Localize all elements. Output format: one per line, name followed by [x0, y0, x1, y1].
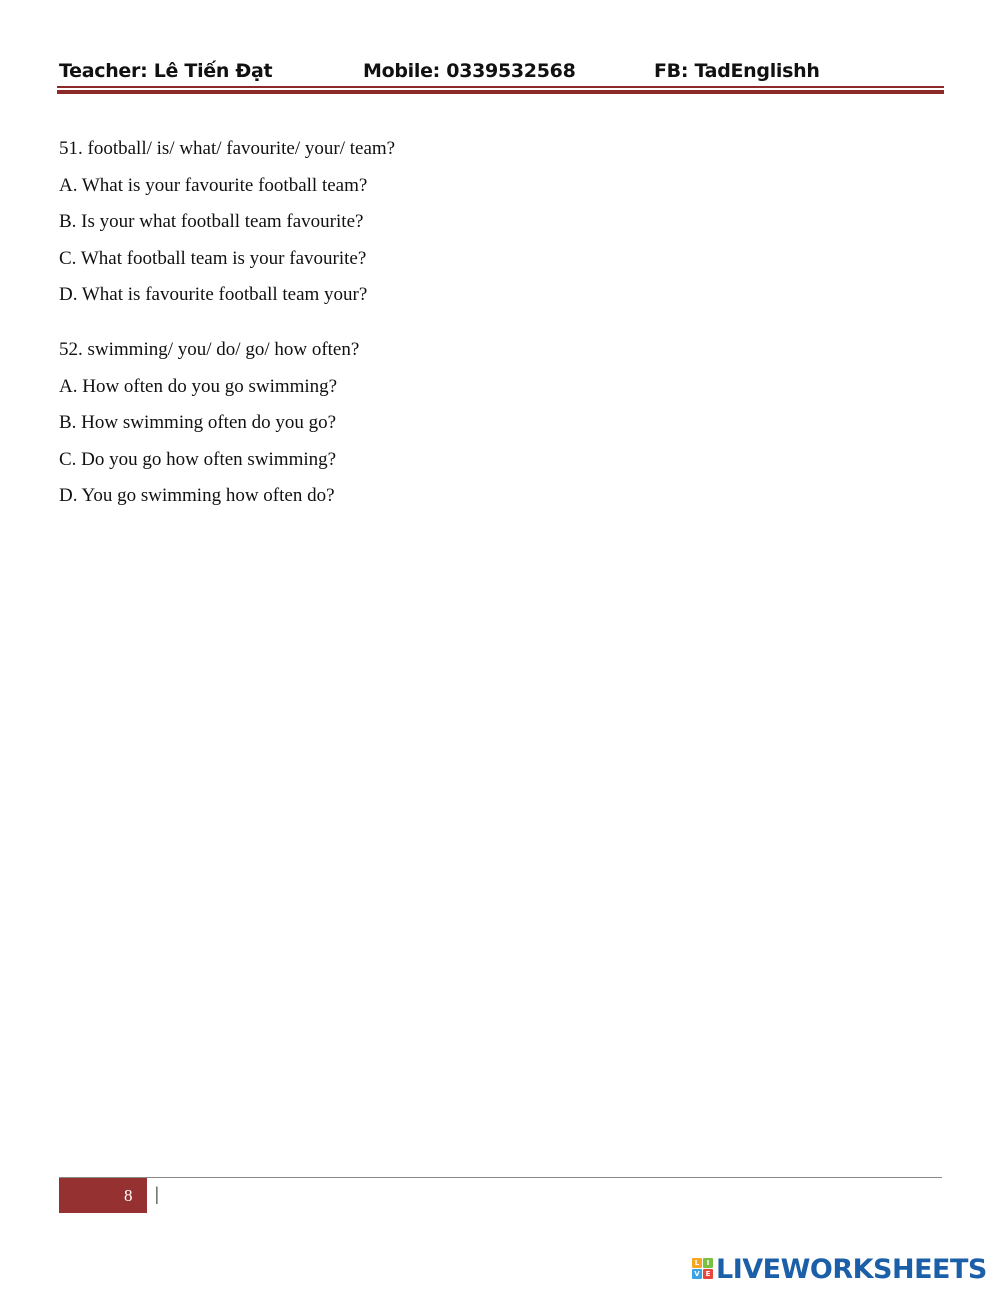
question-block [59, 339, 939, 507]
brand-name: LIVEWORKSHEETS [716, 1253, 987, 1285]
logo-letter-i: I [703, 1258, 713, 1268]
page-number: 8 [124, 1186, 133, 1205]
question-block [59, 138, 939, 306]
footer-divider [59, 1177, 942, 1178]
liveworksheets-logo [692, 1254, 987, 1284]
facebook-handle: FB: TadEnglishh [654, 60, 820, 82]
teacher-name: Teacher: Lê Tiến Đạt [59, 60, 273, 82]
answer-option[interactable]: A. What is your favourite football team? [59, 174, 368, 196]
question-prompt: 52. swimming/ you/ do/ go/ how often? [59, 338, 360, 360]
answer-option[interactable]: D. What is favourite football team your? [59, 284, 368, 306]
worksheet-content [59, 138, 939, 522]
logo-letter-e: E [703, 1269, 713, 1279]
page-header [59, 58, 944, 88]
question-prompt: 51. football/ is/ what/ favourite/ your/ team? [59, 138, 396, 159]
logo-letter-v: V [692, 1269, 702, 1279]
page-number-box [59, 1178, 147, 1213]
answer-option[interactable]: B. Is your what football team favourite? [59, 211, 364, 233]
logo-letter-l: L [692, 1258, 702, 1268]
header-divider-thin [57, 86, 944, 88]
answer-option[interactable]: C. What football team is your favourite? [59, 247, 367, 269]
question-spacer [59, 321, 939, 339]
header-divider-thick [57, 90, 944, 94]
answer-option[interactable]: C. Do you go how often swimming? [59, 448, 337, 470]
mobile-number: Mobile: 0339532568 [363, 60, 576, 82]
answer-option[interactable]: D. You go swimming how often do? [59, 485, 335, 507]
answer-option[interactable]: B. How swimming often do you go? [59, 412, 337, 434]
answer-option[interactable]: A. How often do you go swimming? [59, 375, 338, 397]
page-separator: | [155, 1184, 159, 1205]
live-grid-icon [692, 1258, 714, 1280]
